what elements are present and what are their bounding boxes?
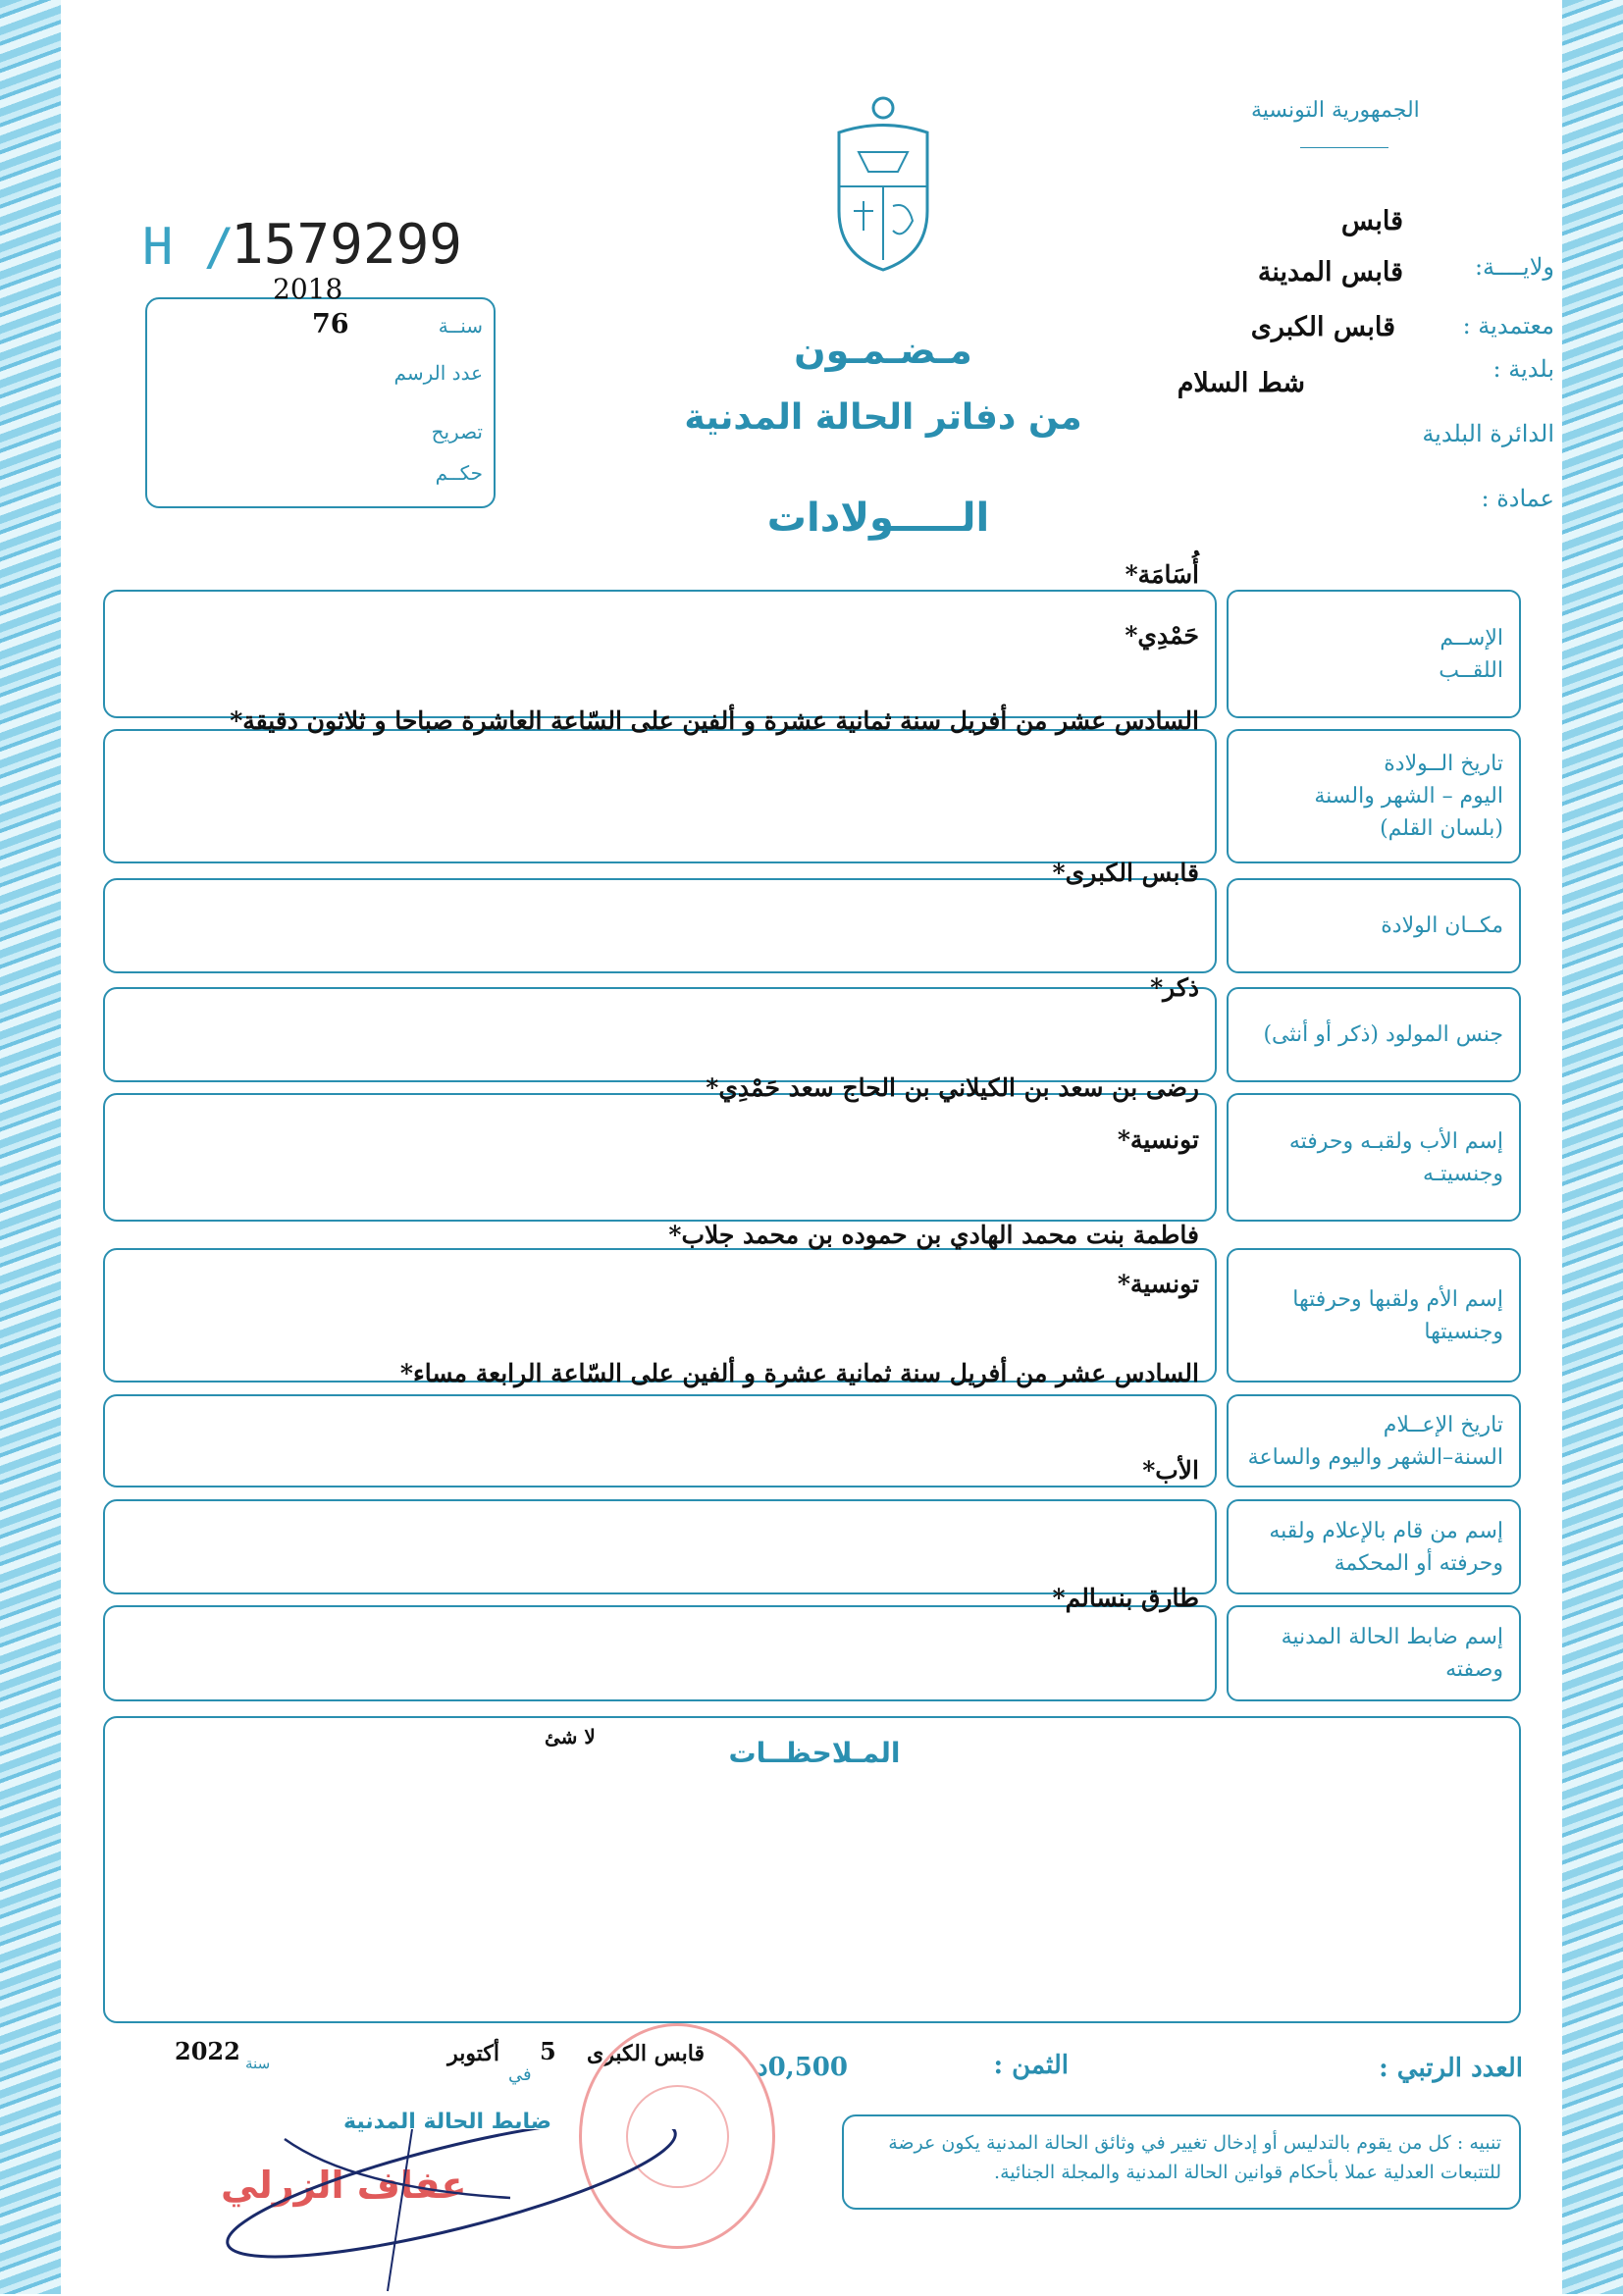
year-label-footer: سنة xyxy=(245,2055,271,2072)
row-label xyxy=(1227,1093,1521,1222)
row-typed-value: أُسَامَة* xyxy=(1125,560,1199,589)
municipality-value: شط السلام xyxy=(1177,368,1305,398)
wilaya-value: قابس المدينة xyxy=(1257,257,1403,287)
row-value-box xyxy=(103,590,1217,718)
issue-place: قابس الكبرى xyxy=(587,2041,706,2066)
governorate-value: قابس xyxy=(1340,206,1403,236)
row-label xyxy=(1227,729,1521,863)
row-label-line: الإســم xyxy=(1440,625,1503,651)
serial-order-label: العدد الرتبي : xyxy=(1379,2054,1523,2083)
price-label: الثمن : xyxy=(993,2051,1069,2080)
row-value-box xyxy=(103,1394,1217,1487)
on-label: في xyxy=(508,2064,532,2085)
row-label-line: وحرفته أو المحكمة xyxy=(1334,1550,1503,1576)
row-typed-value: حَمْدِي* xyxy=(1125,621,1199,650)
row-typed-value: تونسية* xyxy=(1117,1270,1199,1298)
issue-month: أكتوبر xyxy=(447,2041,499,2066)
row-typed-value: قابس الكبرى* xyxy=(1052,859,1199,887)
officer-name-stamp: عفاف الزرلي xyxy=(221,2164,467,2207)
row-value-box xyxy=(103,878,1217,973)
row-label-line: إسم ضابط الحالة المدنية xyxy=(1281,1625,1503,1649)
row-label-line: تاريخ الإعــلام xyxy=(1383,1412,1503,1437)
divider xyxy=(1300,147,1388,148)
issue-day: 5 xyxy=(540,2037,556,2065)
row-label-line: جنس المولود (ذكر أو أنثى) xyxy=(1263,1022,1503,1047)
row-label xyxy=(1227,987,1521,1082)
row-label xyxy=(1227,1394,1521,1487)
wilaya-label: ولايــــة: xyxy=(1474,253,1554,281)
record-number-label: عدد الرسم xyxy=(393,361,483,385)
republic-title: الجمهورية التونسية xyxy=(1251,98,1420,123)
births-title: الـــــولادات xyxy=(766,496,990,541)
row-label-line: إسم من قام بالإعلام ولقبه xyxy=(1269,1518,1503,1543)
row-value-box xyxy=(103,987,1217,1082)
delegation-label: معتمدية : xyxy=(1462,312,1554,339)
year-label: سنــة xyxy=(438,314,483,338)
excerpt-title: مـضـمـون xyxy=(794,329,972,372)
signature xyxy=(186,2129,697,2296)
row-label xyxy=(1227,878,1521,973)
row-typed-value: السادس عشر من أفريل سنة ثمانية عشرة و ألفين على السّاعة العاشرة صباحا و ثلاثون دقيقة* xyxy=(230,706,1199,735)
row-value-box xyxy=(103,729,1217,863)
row-label-line: اليوم – الشهر والسنة xyxy=(1314,784,1503,809)
row-typed-value: فاطمة بنت محمد الهادي بن حموده بن محمد جلاب* xyxy=(668,1221,1199,1249)
serial-prefix: H / xyxy=(142,218,235,277)
registers-title: من دفاتر الحالة المدنية xyxy=(684,397,1082,438)
row-typed-value: تونسية* xyxy=(1117,1125,1199,1154)
remarks-value: لا شئ xyxy=(545,1725,596,1748)
row-typed-value: ذكر* xyxy=(1150,973,1199,1002)
decorative-border-left xyxy=(0,0,61,2294)
legal-notice: تنبيه : كل من يقوم بالتدليس أو إدخال تغيير في وثائق الحالة المدنية يكون عرضة للتتبعات العدلية عملا بأحكام قوانين الحالة المدنية والمجلة الجنائية. xyxy=(842,2114,1521,2210)
declaration-label: تصريح xyxy=(431,420,483,444)
delegation-value: قابس الكبرى xyxy=(1250,312,1395,342)
row-label-line: تاريخ الــولادة xyxy=(1384,752,1503,776)
judgment-label: حكــم xyxy=(435,461,483,485)
imada-label: عمادة : xyxy=(1481,485,1554,512)
row-label-line: (بلسان القلم) xyxy=(1380,816,1503,841)
decorative-border-right xyxy=(1562,0,1623,2294)
row-label-line: إسم الأب ولقبـه وحرفته xyxy=(1288,1128,1503,1154)
row-label-line: السنة–الشهر واليوم والساعة xyxy=(1247,1444,1503,1470)
row-label-line: وجنسيتـه xyxy=(1422,1161,1503,1186)
row-typed-value: رضى بن سعد بن الكيلاني بن الحاج سعد حَمْدِي* xyxy=(706,1073,1199,1102)
row-label xyxy=(1227,590,1521,718)
row-value-box xyxy=(103,1499,1217,1594)
row-label xyxy=(1227,1605,1521,1701)
serial-number: 1579299 xyxy=(231,213,463,277)
record-number: 76 xyxy=(312,309,349,339)
row-label-line: مكــان الولادة xyxy=(1381,913,1503,938)
district-label: الدائرة البلدية xyxy=(1422,420,1554,447)
remarks-label: المـلاحظــات xyxy=(728,1737,901,1769)
coat-of-arms-icon xyxy=(824,93,942,280)
price-value: 0,500د xyxy=(757,2053,848,2082)
row-value-box xyxy=(103,1605,1217,1701)
row-label xyxy=(1227,1499,1521,1594)
row-label-line: وصفته xyxy=(1445,1657,1503,1682)
row-typed-value: الأب* xyxy=(1142,1456,1199,1485)
row-value-box xyxy=(103,1093,1217,1222)
record-year: 2018 xyxy=(273,273,343,305)
issue-year: 2022 xyxy=(175,2037,240,2065)
row-label xyxy=(1227,1248,1521,1383)
row-label-line: اللقــب xyxy=(1439,657,1503,683)
row-label-line: وجنسيتها xyxy=(1424,1319,1503,1344)
row-typed-value: طارق بنسالم* xyxy=(1052,1584,1199,1612)
officer-title: ضابط الحالة المدنية xyxy=(343,2110,552,2134)
row-label-line: إسم الأم ولقبها وحرفتها xyxy=(1292,1286,1503,1312)
municipality-label: بلدية : xyxy=(1492,355,1554,383)
row-typed-value: السادس عشر من أفريل سنة ثمانية عشرة و ألفين على السّاعة الرابعة مساء* xyxy=(399,1359,1199,1387)
